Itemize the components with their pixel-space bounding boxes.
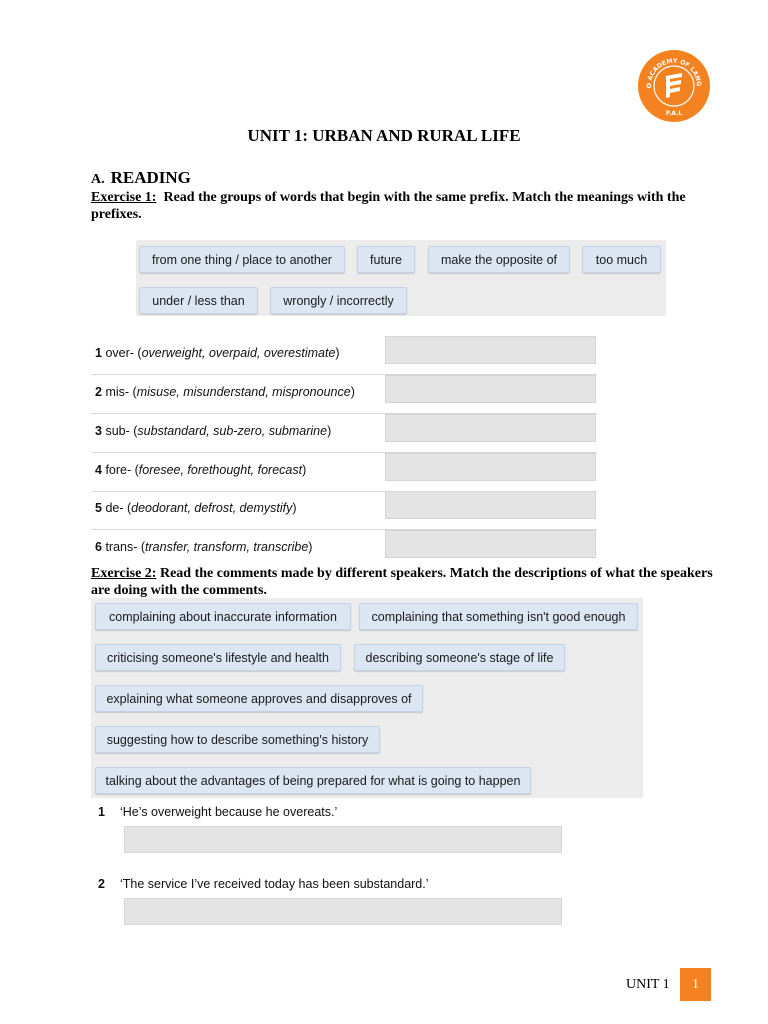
exercise-1-heading: Exercise 1:	[91, 190, 157, 205]
match-row: 2 mis- (misuse, misunderstand, mispronounce)	[91, 375, 597, 414]
drop-target[interactable]	[385, 530, 596, 558]
answer-chip[interactable]: talking about the advantages of being prepared for what is going to happen	[95, 767, 531, 794]
logo-ring-text: O ACADEMY OF LANG	[645, 57, 703, 89]
drop-target[interactable]	[385, 414, 596, 442]
drop-target[interactable]	[124, 898, 562, 925]
comment-item: 1 ‘He’s overweight because he overeats.’	[98, 805, 338, 819]
answer-chip[interactable]: suggesting how to describe something's history	[95, 726, 380, 753]
answer-chip[interactable]: criticising someone's lifestyle and health	[95, 644, 341, 671]
section-letter: A.	[91, 172, 105, 187]
match-row: 3 sub- (substandard, sub-zero, submarine)	[91, 414, 597, 453]
academy-logo	[637, 49, 711, 123]
answer-chip[interactable]: under / less than	[139, 287, 258, 314]
exercise-2-word-bank	[91, 598, 643, 798]
answer-chip[interactable]: complaining about inaccurate information	[95, 603, 351, 630]
drop-target[interactable]	[124, 826, 562, 853]
answer-chip[interactable]: from one thing / place to another	[139, 246, 345, 273]
drop-target[interactable]	[385, 453, 596, 481]
exercise-2-instruction	[91, 565, 721, 599]
exercise-2-text: Read the comments made by different speakers. Match the descriptions of what the speakers are doing with the comments.	[91, 566, 713, 598]
exercise-2-heading: Exercise 2:	[91, 566, 157, 581]
drop-target[interactable]	[385, 491, 596, 519]
drop-target[interactable]	[385, 336, 596, 364]
exercise-1-text: Read the groups of words that begin with the same prefix. Match the meanings with the prefixes.	[91, 190, 686, 222]
match-row: 6 trans- (transfer, transform, transcribe)	[91, 530, 597, 568]
answer-chip[interactable]: future	[357, 246, 415, 273]
page-number: 1	[680, 968, 711, 1001]
answer-chip[interactable]: describing someone's stage of life	[354, 644, 565, 671]
footer-unit-label: UNIT 1	[626, 977, 670, 992]
answer-chip[interactable]: complaining that something isn't good enough	[359, 603, 638, 630]
exercise-1-word-bank	[136, 240, 666, 316]
comment-item: 2 ‘The service I’ve received today has been substandard.’	[98, 877, 429, 891]
answer-chip[interactable]: explaining what someone approves and disapproves of	[95, 685, 423, 712]
match-row: 4 fore- (foresee, forethought, forecast)	[91, 453, 597, 492]
answer-chip[interactable]: make the opposite of	[428, 246, 570, 273]
exercise-1-instruction	[91, 189, 716, 223]
section-heading	[91, 168, 191, 188]
page-title: UNIT 1: URBAN AND RURAL LIFE	[247, 126, 521, 145]
answer-chip[interactable]: wrongly / incorrectly	[270, 287, 407, 314]
logo-bottom-text: P.A.L	[665, 110, 683, 117]
answer-chip[interactable]: too much	[582, 246, 661, 273]
drop-target[interactable]	[385, 375, 596, 403]
match-row: 5 de- (deodorant, defrost, demystify)	[91, 491, 597, 530]
section-label: READING	[110, 168, 191, 187]
match-row: 1 over- (overweight, overpaid, overestimate)	[91, 336, 597, 375]
